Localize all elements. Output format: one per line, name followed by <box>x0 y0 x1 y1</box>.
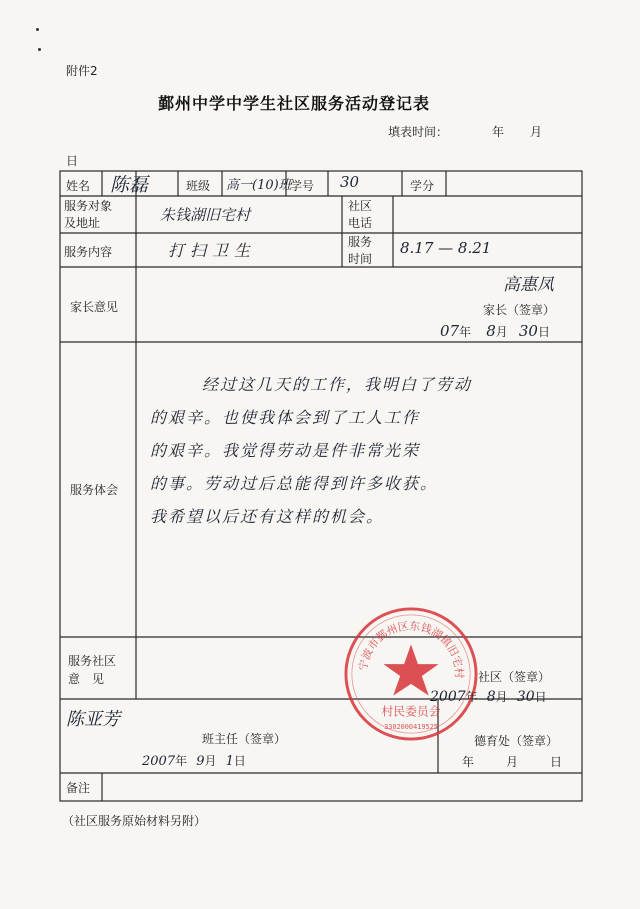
credit-label: 学分 <box>410 179 435 193</box>
service-target-value: 朱钱湖旧宅村 <box>160 206 251 224</box>
student-no-label: 学号 <box>290 179 315 193</box>
parent-date-month-label: 月 <box>495 325 508 339</box>
attachment-label: 附件2 <box>66 64 98 78</box>
community-date-year-label: 年 <box>465 690 478 704</box>
teacher-date <box>142 750 246 769</box>
community-seal-stamp <box>342 605 480 743</box>
service-content-label: 服务内容 <box>64 245 113 259</box>
parent-date-month: 8 <box>486 322 496 340</box>
moral-office-month-label: 月 <box>506 755 519 769</box>
class-value: 高一(10)班 <box>226 178 292 193</box>
community-sign-label: 社区（签章） <box>478 670 551 684</box>
community-opinion-label-line1: 服务社区 <box>68 654 117 668</box>
service-target-label-line2: 及地址 <box>64 216 101 230</box>
service-target-label <box>64 198 112 232</box>
fill-time-label: 填表时间： <box>388 125 449 139</box>
experience-line-4: 的事。劳动过后总能得到许多收获。 <box>150 474 439 493</box>
form-title: 鄞州中学中学生社区服务活动登记表 <box>158 94 431 113</box>
service-time-label-line1: 服务 <box>348 235 373 249</box>
service-time-label <box>348 234 372 268</box>
community-date-year: 2007 <box>430 689 466 705</box>
experience-line-1: 经过这几天的工作，我明白了劳动 <box>202 375 473 394</box>
moral-office-sign-label: 德育处（签章） <box>474 734 559 748</box>
service-content-value: 打扫卫生 <box>168 241 257 260</box>
parent-date-day-label: 日 <box>537 325 550 339</box>
fill-time-month-label: 月 <box>530 125 543 139</box>
experience-line-5: 我希望以后还有这样的机会。 <box>150 507 385 526</box>
name-value: 陈磊 <box>110 174 149 196</box>
community-opinion-label <box>68 652 116 688</box>
parent-sign-label: 家长（签章） <box>483 303 556 317</box>
community-phone-label-line2: 电话 <box>348 216 373 230</box>
parent-date-day: 30 <box>518 322 538 340</box>
teacher-sign-label: 班主任（签章） <box>202 732 287 746</box>
fill-time-year-label: 年 <box>492 125 505 139</box>
community-date-month: 8 <box>486 689 496 705</box>
community-date-day: 30 <box>516 689 535 705</box>
teacher-date-day: 1 <box>225 754 234 769</box>
community-phone-label-line1: 社区 <box>348 199 373 213</box>
experience-line-2: 的艰辛。也使我体会到了工人工作 <box>150 408 421 427</box>
community-date-day-label: 日 <box>534 690 547 704</box>
parent-date-year-label: 年 <box>459 325 472 339</box>
community-date-month-label: 月 <box>495 690 508 704</box>
class-label: 班级 <box>186 179 211 193</box>
parent-opinion-label: 家长意见 <box>70 300 119 314</box>
name-label: 姓名 <box>66 179 91 193</box>
community-phone-label <box>348 198 372 232</box>
footer-note: （社区服务原始材料另附） <box>62 814 207 828</box>
teacher-signature: 陈亚芳 <box>66 709 120 730</box>
remarks-label: 备注 <box>66 781 91 795</box>
fill-time-day-label: 日 <box>66 154 79 168</box>
seal-center-text: 村民委员会 <box>381 704 441 719</box>
student-no-value: 30 <box>340 173 360 191</box>
service-time-value: 8.17 — 8.21 <box>400 239 492 257</box>
service-target-label-line1: 服务对象 <box>64 199 113 213</box>
experience-label: 服务体会 <box>70 483 119 497</box>
service-time-label-line2: 时间 <box>348 252 373 266</box>
parent-date <box>440 321 550 340</box>
teacher-date-day-label: 日 <box>233 754 246 768</box>
moral-office-year-label: 年 <box>462 755 475 769</box>
seal-ring-text: 宁波市鄞州区东钱湖镇旧宅村 <box>356 619 466 679</box>
parent-signature: 高惠凤 <box>503 275 554 295</box>
community-opinion-label-line2: 意 见 <box>68 672 105 686</box>
teacher-date-year: 2007 <box>142 754 176 769</box>
parent-date-year: 07 <box>440 322 460 340</box>
teacher-date-month: 9 <box>196 754 205 769</box>
moral-office-day-label: 日 <box>550 755 563 769</box>
teacher-date-month-label: 月 <box>204 754 217 768</box>
community-date <box>430 686 547 705</box>
seal-code: 3302000419525 <box>384 723 438 732</box>
experience-line-3: 的艰辛。我觉得劳动是件非常光荣 <box>150 441 421 460</box>
teacher-date-year-label: 年 <box>175 754 188 768</box>
